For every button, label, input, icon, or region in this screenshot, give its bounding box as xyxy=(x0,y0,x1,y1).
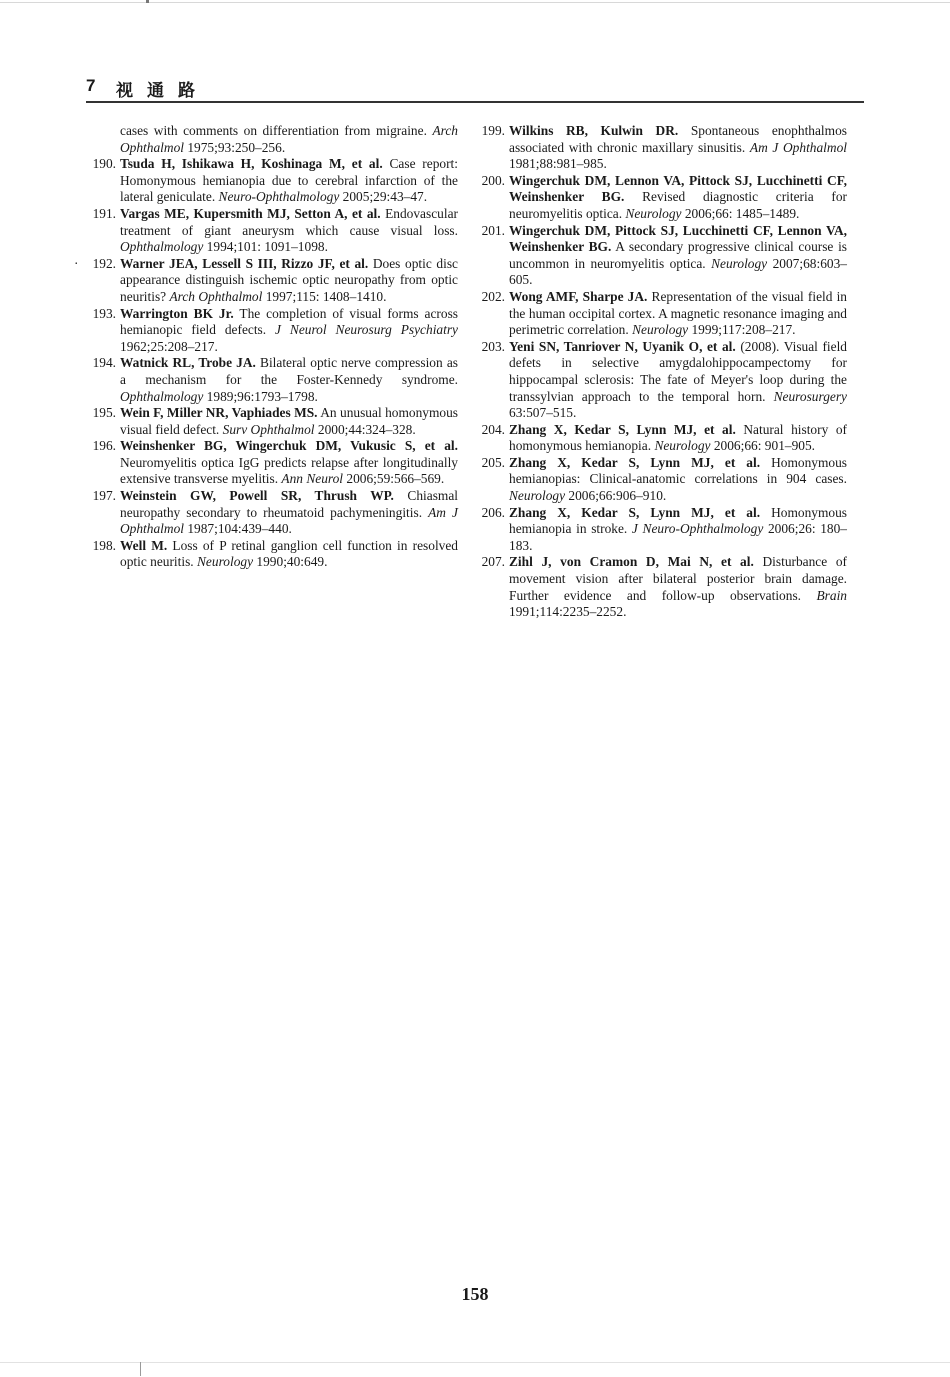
scan-edge-top xyxy=(0,2,950,3)
reference-authors: Zihl J, von Cramon D, Mai N, et al. xyxy=(509,554,754,570)
reference-journal: Am J Ophthalmol xyxy=(749,139,847,155)
reference-number: 197. xyxy=(92,488,116,504)
left-column xyxy=(74,123,458,571)
reference-number: 199. xyxy=(481,123,505,138)
reference-journal: Neurology xyxy=(632,322,689,338)
reference-journal: Neurology xyxy=(197,554,254,570)
reference-number: 196. xyxy=(92,438,116,454)
reference-journal: Neurology xyxy=(625,205,682,221)
right-reference-list xyxy=(475,123,847,621)
reference-number: 191. xyxy=(92,205,116,221)
reference-citation: 2005;29:43–47. xyxy=(342,189,428,205)
reference-citation: 1989;96:1793–1798. xyxy=(206,388,318,404)
reference-citation: 2006;59:566–569. xyxy=(346,471,445,487)
reference-citation: 63:507–515. xyxy=(509,405,577,421)
reference-number: 202. xyxy=(481,288,505,304)
reference-number: 204. xyxy=(481,421,505,437)
reference-entry xyxy=(475,289,847,339)
reference-citation: 1981;88:981–985. xyxy=(509,156,607,172)
reference-title: A secondary progressive clinical course is uncommon in neuromyelitis optica. xyxy=(509,239,848,271)
reference-authors: Warner JEA, Lessell S III, Rizzo JF, et al. xyxy=(120,255,369,271)
reference-title: Case report: Homonymous hemianopia due to cerebral infarction of the lateral geniculate. xyxy=(120,156,458,205)
reference-entry xyxy=(86,306,458,356)
reference-entry xyxy=(86,538,458,571)
reference-number: 201. xyxy=(481,222,505,238)
reference-entry xyxy=(475,505,847,555)
reference-authors: Zhang X, Kedar S, Lynn MJ, et al. xyxy=(509,504,761,520)
reference-entry xyxy=(74,255,458,306)
right-column xyxy=(475,123,847,621)
reference-title: Bilateral optic nerve compression as a mechanism for the Foster-Kennedy syndrome. xyxy=(120,355,458,387)
reference-continuation xyxy=(86,123,458,156)
reference-citation: 1994;101: 1091–1098. xyxy=(206,239,328,255)
reference-authors: Wilkins RB, Kulwin DR. xyxy=(509,123,679,138)
reference-number: 194. xyxy=(92,355,116,371)
reference-entry xyxy=(86,438,458,488)
reference-number: 200. xyxy=(481,172,505,188)
running-header xyxy=(86,76,864,102)
reference-citation: 2006;66:906–910. xyxy=(568,488,667,504)
continuation-text: cases with comments on differentiation from migraine. xyxy=(120,123,427,138)
chapter-title: 视通路 xyxy=(116,81,209,101)
continuation-journal: Arch Ophthalmol xyxy=(120,123,458,155)
reference-number: 205. xyxy=(481,454,505,470)
reference-journal: Neurology xyxy=(509,488,566,504)
reference-journal: Brain xyxy=(816,587,847,603)
reference-number: 206. xyxy=(481,504,505,520)
reference-entry xyxy=(475,455,847,505)
reference-entry xyxy=(475,123,847,173)
reference-citation: 1990;40:649. xyxy=(256,554,328,570)
reference-authors: Wingerchuk DM, Lennon VA, Pittock SJ, Lucchinetti CF, Weinshenker BG. xyxy=(509,172,847,205)
reference-journal: Ophthalmology xyxy=(120,239,204,255)
reference-authors: Watnick RL, Trobe JA. xyxy=(120,355,256,371)
reference-citation: 1997;115: 1408–1410. xyxy=(265,288,387,304)
reference-journal: Surv Ophthalmol xyxy=(222,421,315,437)
reference-title: Endovascular treatment of giant aneurysm which cause visual loss. xyxy=(120,205,458,238)
reference-authors: Weinshenker BG, Wingerchuk DM, Vukusic S, et al. xyxy=(120,438,458,454)
reference-citation: 2007;68:603–605. xyxy=(509,255,847,288)
reference-citation: 2000;44:324–328. xyxy=(317,421,416,437)
reference-journal: Neuro-Ophthalmology xyxy=(218,189,340,205)
reference-number: 190. xyxy=(92,156,116,172)
page-number: 158 xyxy=(461,1284,489,1304)
scan-tick-mark xyxy=(140,1362,141,1376)
reference-journal: Neurosurgery xyxy=(773,388,847,404)
reference-journal: Am J Ophthalmol xyxy=(120,504,458,537)
reference-journal: Ophthalmology xyxy=(120,388,204,404)
reference-authors: Zhang X, Kedar S, Lynn MJ, et al. xyxy=(509,454,761,470)
reference-journal: Ann Neurol xyxy=(281,471,344,487)
reference-title: The completion of visual forms across hemianopic field defects. xyxy=(120,305,458,338)
reference-authors: Zhang X, Kedar S, Lynn MJ, et al. xyxy=(509,421,736,437)
reference-authors: Warrington BK Jr. xyxy=(120,305,234,321)
reference-journal: J Neuro-Ophthalmology xyxy=(631,521,764,537)
reference-citation: 2006;66: 1485–1489. xyxy=(684,205,800,221)
reference-number: 203. xyxy=(481,338,505,354)
reference-title: Natural history of homonymous hemianopia. xyxy=(509,421,847,454)
reference-journal: J Neurol Neurosurg Psychiatry xyxy=(275,322,458,338)
reference-authors: Weinstein GW, Powell SR, Thrush WP. xyxy=(120,488,394,504)
reference-number: 195. xyxy=(92,405,116,421)
chapter-number: 7 xyxy=(86,76,96,95)
reference-title: Chiasmal neuropathy secondary to rheumatoid pachymeningitis. xyxy=(120,488,458,520)
reference-number: 193. xyxy=(92,305,116,321)
reference-authors: Wingerchuk DM, Pittock SJ, Lucchinetti CF, Lennon VA, Weinshenker BG. xyxy=(509,222,847,255)
reference-journal: Neurology xyxy=(654,438,711,454)
reference-citation: 1991;114:2235–2252. xyxy=(509,604,627,620)
reference-entry xyxy=(475,223,847,289)
reference-title: Representation of the visual field in the human occipital cortex. A magnetic resonance imaging and perimetric correlation. xyxy=(509,288,847,338)
continuation-citation: 1975;93:250–256. xyxy=(187,139,286,155)
reference-entry xyxy=(475,173,847,223)
reference-title: Does optic disc appearance distinguish ischemic optic neuropathy from optic neuritis? xyxy=(120,255,458,304)
reference-authors: Vargas ME, Kupersmith MJ, Setton A, et al. xyxy=(120,205,381,221)
reference-citation: 1987;104:439–440. xyxy=(187,521,292,537)
reference-number: 198. xyxy=(92,537,116,553)
header-rule xyxy=(86,101,864,103)
reference-title: An unusual homonymous visual field defect. xyxy=(120,405,458,437)
scan-speck xyxy=(146,0,149,3)
reference-title: Homonymous hemianopia in stroke. xyxy=(509,504,847,537)
reference-title: Revised diagnostic criteria for neuromyelitis optica. xyxy=(509,189,848,221)
reference-entry xyxy=(86,488,458,538)
reference-title: Disturbance of movement vision after bilateral posterior brain damage. Further evidence and follow-up observations. xyxy=(509,554,848,603)
reference-citation: 2006;26: 180–183. xyxy=(509,521,847,553)
reference-citation: 2006;66: 901–905. xyxy=(713,438,816,454)
reference-authors: Tsuda H, Ishikawa H, Koshinaga M, et al. xyxy=(120,156,383,172)
reference-title: (2008). Visual field defets in selective amygdalohippocampectomy for hippocampal sclerosis: The fate of Meyer's loop during the transsylvian approach to the temporal horn. xyxy=(509,338,848,404)
reference-journal: Arch Ophthalmol xyxy=(169,288,263,304)
reference-entry xyxy=(475,554,847,620)
reference-title: Loss of P retinal ganglion cell function in resolved optic neuritis. xyxy=(120,537,458,570)
reference-entry xyxy=(86,156,458,206)
reference-title: Neuromyelitis optica IgG predicts relapse after longitudinally extensive transverse myelitis. xyxy=(120,454,458,487)
reference-number: 207. xyxy=(481,554,505,570)
reference-authors: Wong AMF, Sharpe JA. xyxy=(509,288,648,304)
reference-authors: Wein F, Miller NR, Vaphiades MS. xyxy=(120,405,318,421)
reference-entry xyxy=(86,355,458,405)
reference-title: Spontaneous enophthalmos associated with chronic maxillary sinusitis. xyxy=(509,123,847,155)
reference-entry xyxy=(475,339,847,422)
scan-edge-bottom xyxy=(0,1362,950,1363)
reference-authors: Well M. xyxy=(120,537,168,553)
reference-number: 192. xyxy=(92,255,116,271)
reference-citation: 1962;25:208–217. xyxy=(120,338,218,354)
reference-citation: 1999;117:208–217. xyxy=(691,322,796,338)
reference-journal: Neurology xyxy=(711,255,768,271)
reference-title: Homonymous hemianopias: Clinical-anatomic correlations in 904 cases. xyxy=(509,454,847,487)
reference-authors: Yeni SN, Tanriover N, Uyanik O, et al. xyxy=(509,338,736,354)
left-reference-list xyxy=(74,156,458,571)
reference-entry xyxy=(86,206,458,256)
reference-entry xyxy=(475,422,847,455)
reference-entry xyxy=(86,405,458,438)
margin-mark: · xyxy=(74,255,79,271)
